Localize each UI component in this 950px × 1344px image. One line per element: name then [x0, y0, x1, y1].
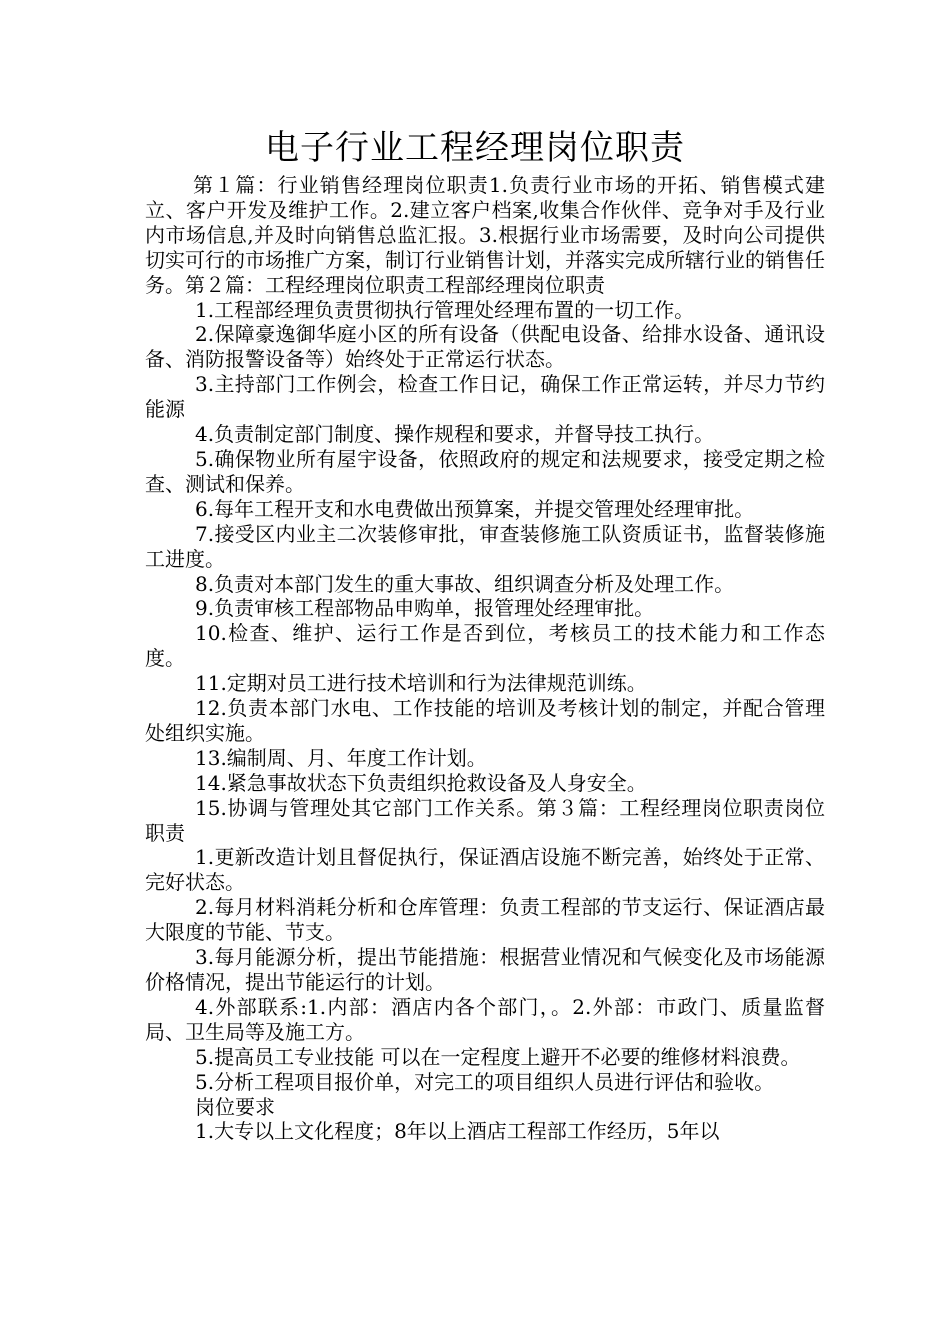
document-title: 电子行业工程经理岗位职责 — [265, 128, 685, 168]
paragraph: 11.定期对员工进行技术培训和行为法律规范训练。 — [195, 671, 647, 696]
paragraph: 1.大专以上文化程度；8年以上酒店工程部工作经历，5年以 — [195, 1119, 720, 1144]
paragraph: 9.负责审核工程部物品申购单，报管理处经理审批。 — [195, 596, 655, 621]
paragraph: 2.每月材料消耗分析和仓库管理：负责工程部的节支运行、保证酒店最大限度的节能、节支。 — [145, 895, 825, 945]
paragraph: 5.提高员工专业技能 可以在一定程度上避开不必要的维修材料浪费。 — [195, 1044, 801, 1069]
paragraph: 3.每月能源分析，提出节能措施：根据营业情况和气候变化及市场能源价格情况，提出节能运行的计划。 — [145, 945, 825, 994]
paragraph: 第１篇：行业销售经理岗位职责1.负责行业市场的开拓、销售模式建立、客户开发及维护工作。2.建立客户档案,收集合作伙伴、竞争对手及行业内市场信息,并及时向销售总监汇报。3.根据行业市场需要，及时向公司提供切实可行的市场推广方案，制订行业销售计划，并落实完成所辖行业的销售任务。第２篇：工程经理岗位职责工程部经理岗位职责 — [145, 173, 825, 297]
section-heading: 岗位要求 — [195, 1094, 275, 1119]
paragraph: 8.负责对本部门发生的重大事故、组织调查分析及处理工作。 — [195, 571, 735, 596]
paragraph: 1.更新改造计划且督促执行，保证酒店设施不断完善，始终处于正常、完好状态。 — [145, 845, 825, 895]
paragraph: 7.接受区内业主二次装修审批，审查装修施工队资质证书，监督装修施工进度。 — [145, 521, 825, 571]
paragraph: 1.工程部经理负责贯彻执行管理处经理布置的一切工作。 — [195, 297, 695, 322]
paragraph: 3.主持部门工作例会，检查工作日记，确保工作正常运转，并尽力节约能源 — [145, 372, 825, 422]
paragraph: 12.负责本部门水电、工作技能的培训及考核计划的制定，并配合管理处组织实施。 — [145, 696, 825, 745]
paragraph: 5.确保物业所有屋宇设备，依照政府的规定和法规要求，接受定期之检查、测试和保养。 — [145, 446, 825, 496]
paragraph: 10.检查、维护、运行工作是否到位，考核员工的技术能力和工作态度。 — [145, 621, 825, 671]
paragraph: 4.外部联系:1.内部：酒店内各个部门，。2.外部：市政门、质量监督局、卫生局等及施工方。 — [145, 994, 825, 1044]
paragraph: 15.协调与管理处其它部门工作关系。第３篇：工程经理岗位职责岗位职责 — [145, 795, 825, 845]
paragraph: 14.紧急事故状态下负责组织抢救设备及人身安全。 — [195, 770, 647, 795]
paragraph: 2.保障豪逸御华庭小区的所有设备（供配电设备、给排水设备、通讯设备、消防报警设备等）始终处于正常运行状态。 — [145, 322, 825, 372]
paragraph: 6.每年工程开支和水电费做出预算案，并提交管理处经理审批。 — [195, 496, 755, 521]
paragraph: 5.分析工程项目报价单，对完工的项目组织人员进行评估和验收。 — [195, 1069, 775, 1094]
paragraph: 13.编制周、月、年度工作计划。 — [195, 745, 487, 770]
paragraph: 4.负责制定部门制度、操作规程和要求，并督导技工执行。 — [195, 422, 715, 447]
document-body — [145, 173, 825, 1144]
